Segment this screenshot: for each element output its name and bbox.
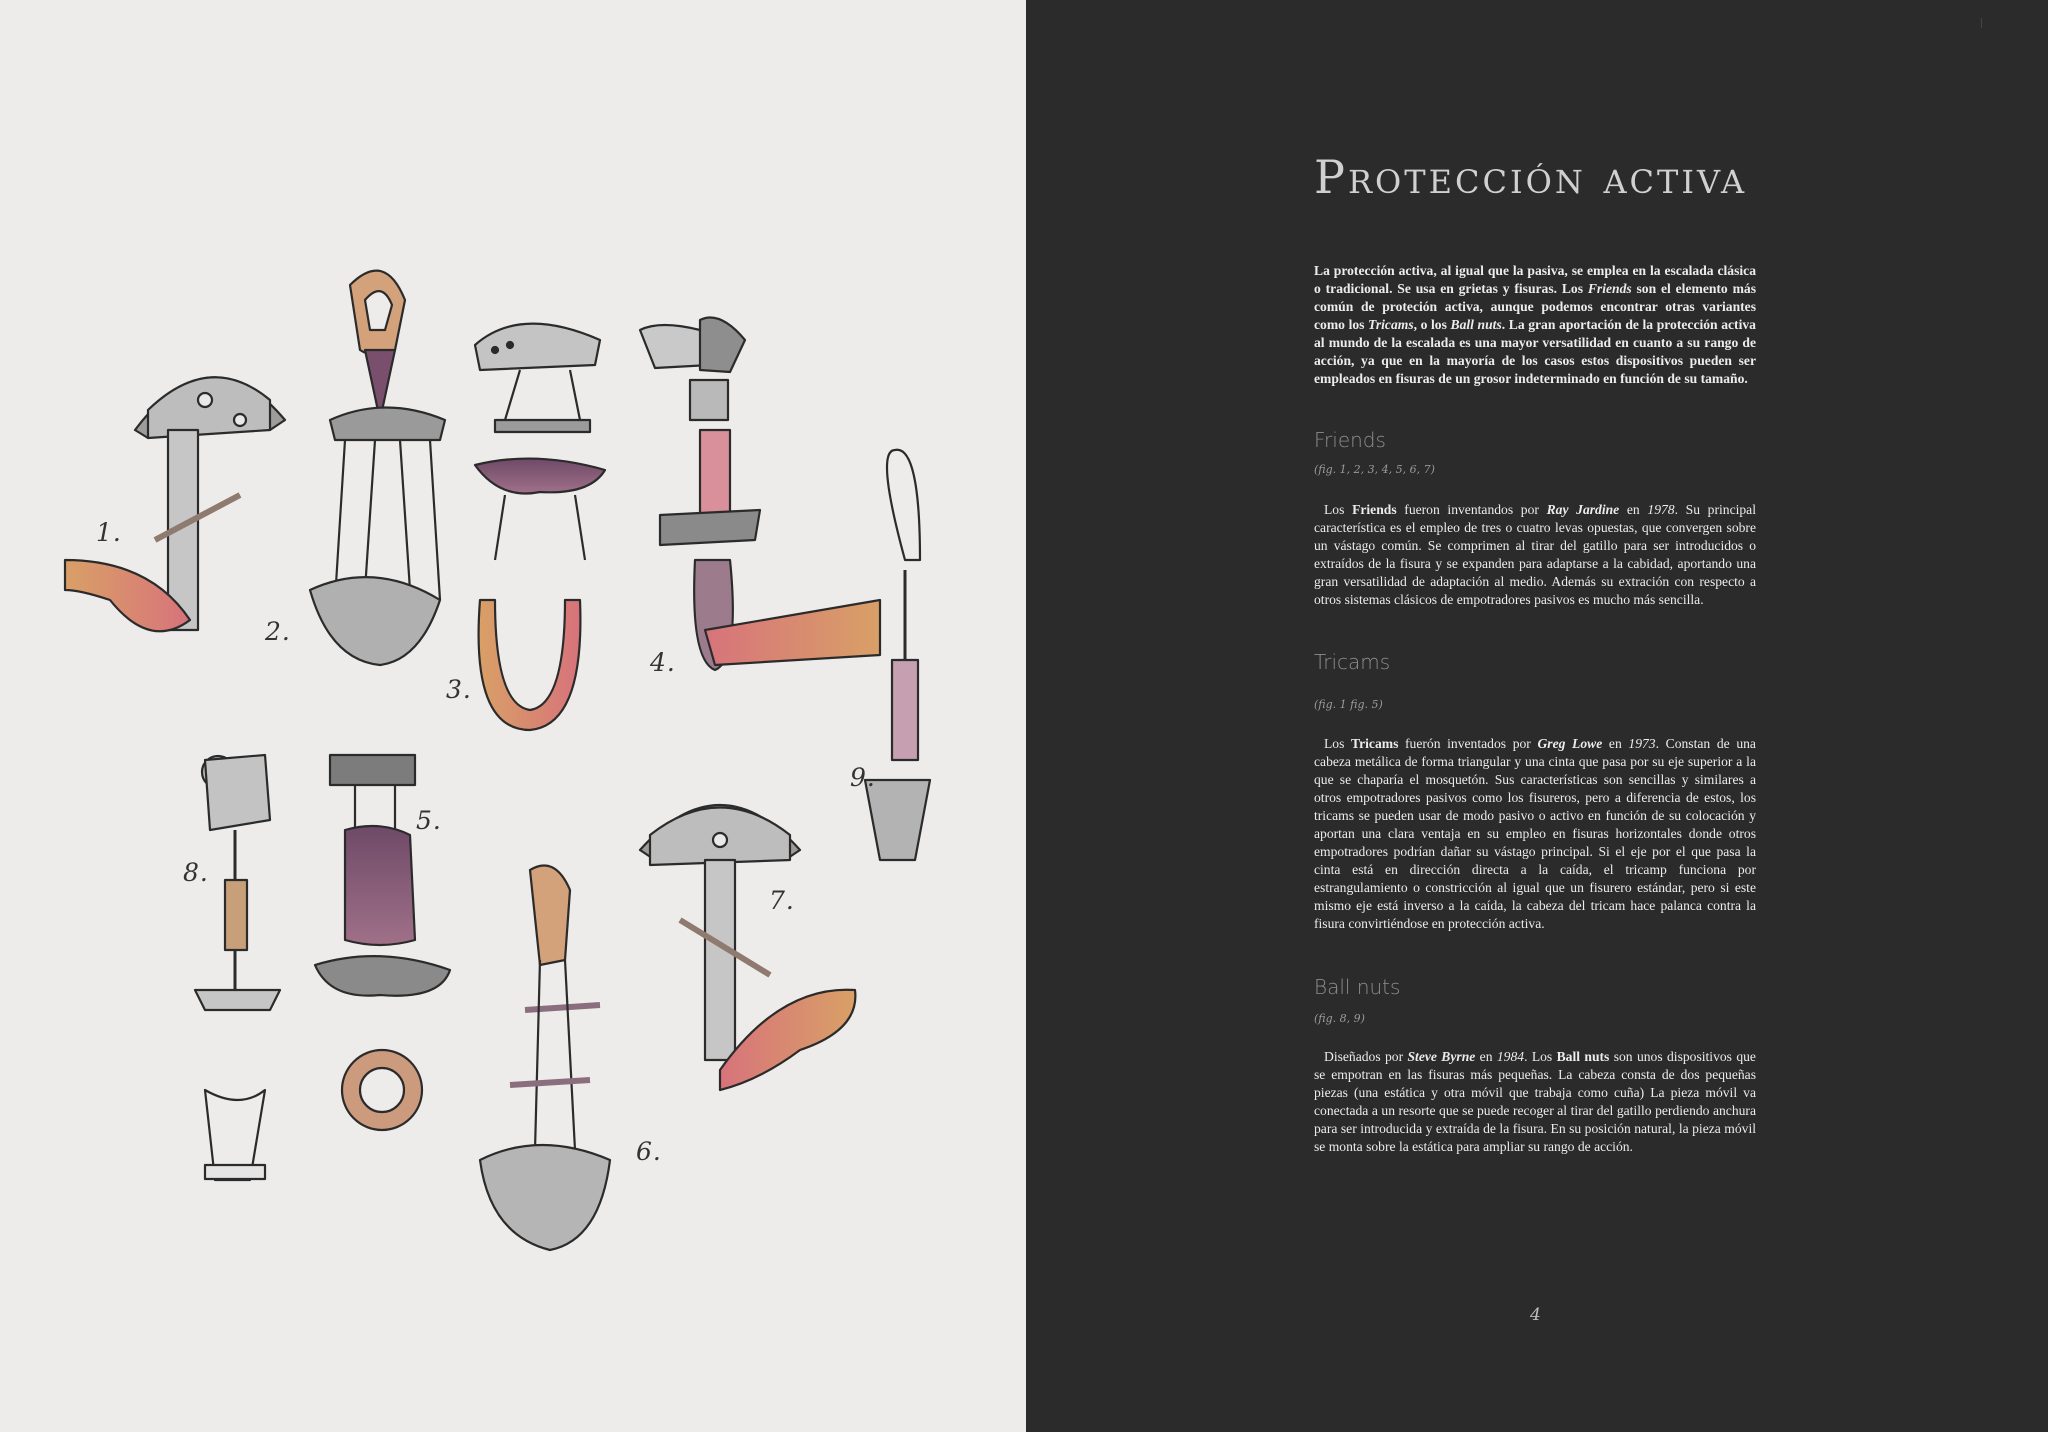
figure-reference-friends: (fig. 1, 2, 3, 4, 5, 6, 7) [1314, 463, 1435, 476]
section-body-tricams [1314, 735, 1756, 933]
figure-label-6: 6. [636, 1137, 662, 1166]
figure-3-friend [475, 324, 605, 730]
paragraph [1314, 1048, 1756, 1156]
figure-label-9: 9. [850, 763, 876, 792]
figure-label-5: 5. [416, 806, 442, 835]
page-number: 4 [1530, 1305, 1541, 1325]
figure-1-friend [65, 377, 285, 631]
text-run: 1973 [1628, 736, 1656, 751]
figure-label-2: 2. [265, 617, 291, 646]
text-run: Friends [1352, 502, 1397, 517]
text-run: en [1475, 1049, 1497, 1064]
figure-4-totem [640, 318, 880, 671]
text-run: Ray Jardine [1546, 502, 1620, 517]
text-run: Ball nuts [1450, 317, 1502, 332]
figure-label-8: 8. [183, 858, 209, 887]
text-run: fuerón inventados por [1398, 736, 1538, 751]
text-run: Friends [1587, 281, 1632, 296]
section-body-ball-nuts [1314, 1048, 1756, 1156]
section-heading-friends: Friends [1314, 428, 1386, 452]
figure-2-friend [310, 271, 445, 665]
text-run: . Su principal característica es el empleo de tres o cuatro levas opuestas, que convergen sobre un vástago común. Se comprimen al tirar del gatillo para ser introducidos o extraídos de la fisura y se expanden para adaptarse a la cabidad, aportando una gran versatilidad de adaptación al medio. Además su extración con respecto a otros sistemas clásicos de empotradores pasivos es mucho más sencilla. [1314, 502, 1756, 607]
text-run: Los [1324, 736, 1352, 751]
text-run: 1984 [1496, 1049, 1525, 1064]
section-heading-ball-nuts: Ball nuts [1314, 975, 1401, 999]
text-run: La protección activa, al igual que la pasiva, se emplea en la escalada clásica o tradicional. Se usa en grietas y fisuras. Los [1314, 263, 1756, 296]
text-run: son el elemento más común de proteción activa, aunque podemos encontrar otras variantes como los [1314, 281, 1756, 332]
text-run: Diseñados por [1324, 1049, 1408, 1064]
text-run: Tricams [1351, 736, 1399, 751]
text-run: 1978 [1647, 502, 1675, 517]
figure-label-1: 1. [96, 518, 122, 547]
text-run: . Los [1524, 1049, 1557, 1064]
section-body-friends [1314, 501, 1756, 609]
text-run: Steve Byrne [1407, 1049, 1476, 1064]
intro-paragraph [1314, 262, 1756, 388]
paragraph [1314, 501, 1756, 609]
figure-label-7: 7. [769, 886, 795, 915]
text-run: en [1619, 502, 1648, 517]
figure-7-friend [640, 805, 855, 1090]
text-run: en [1602, 736, 1629, 751]
section-heading-tricams: Tricams [1314, 650, 1391, 674]
text-run: fueron inventandos por [1396, 502, 1547, 517]
corner-crop-mark [1981, 18, 1988, 28]
figure-reference-ball-nuts: (fig. 8, 9) [1314, 1012, 1365, 1025]
text-run: . La gran aportación de la protección activa al mundo de la escalada es una mayor versatilidad en cuanto a su rango de acción, ya que en la mayoría de los casos estos dispositivos pueden ser empleados en fisuras de un grosor indeterminado en función de su tamaño. [1314, 317, 1756, 386]
text-run: Greg Lowe [1537, 736, 1603, 751]
text-run: Tricams [1368, 317, 1414, 332]
paragraph [1314, 735, 1756, 933]
figure-label-4: 4. [650, 648, 676, 677]
figure-8-ball-nut [195, 755, 280, 1180]
text-run: son unos dispositivos que se empotran en las fisuras más pequeñas. La cabeza consta de dos pequeñas piezas (una estática y otra móvil que trabaja como cuña) La pieza móvil va conectada a un resorte que se puede recoger al tirar del gatillo perdiendo anchura para ser introducida y extraída de la fisura. En su posición natural, la pieza móvil se monta sobre la estática para ampliar su rango de acción. [1314, 1049, 1756, 1154]
text-run: . Constan de una cabeza metálica de forma triangular y una cinta que pasa por su eje superior a la que se chaparía el mosquetón. Sus características son sencillas y similares a otros empotradores pasivos como los fisureros, pero a diferencia de estos, los tricams se pueden usar de modo pasivo o activo en función de su colocación y aportan una clara ventaja en su empleo en fisuras horizontales donde otros empotradores podrían dañar su vástago principal. Si el eje por el que pasa la cinta está en dirección directa a la caída, el tricamp funciona por estrangulamiento o constricción al igual que un fisurero estándar, pero si este mismo eje está inverso a la caída, la cabeza del tricam hace palanca contra la fisura convirtiéndose en protección activa. [1314, 736, 1756, 931]
page-title: Protección activa [1314, 150, 1748, 204]
text-run: , o los [1413, 317, 1451, 332]
figure-reference-tricams: (fig. 1 fig. 5) [1314, 698, 1383, 711]
right-page-text [1026, 0, 2048, 1432]
text-run: Los [1324, 502, 1353, 517]
text-run: Ball nuts [1556, 1049, 1610, 1064]
figure-6-friend [480, 866, 610, 1251]
figure-label-3: 3. [446, 675, 472, 704]
